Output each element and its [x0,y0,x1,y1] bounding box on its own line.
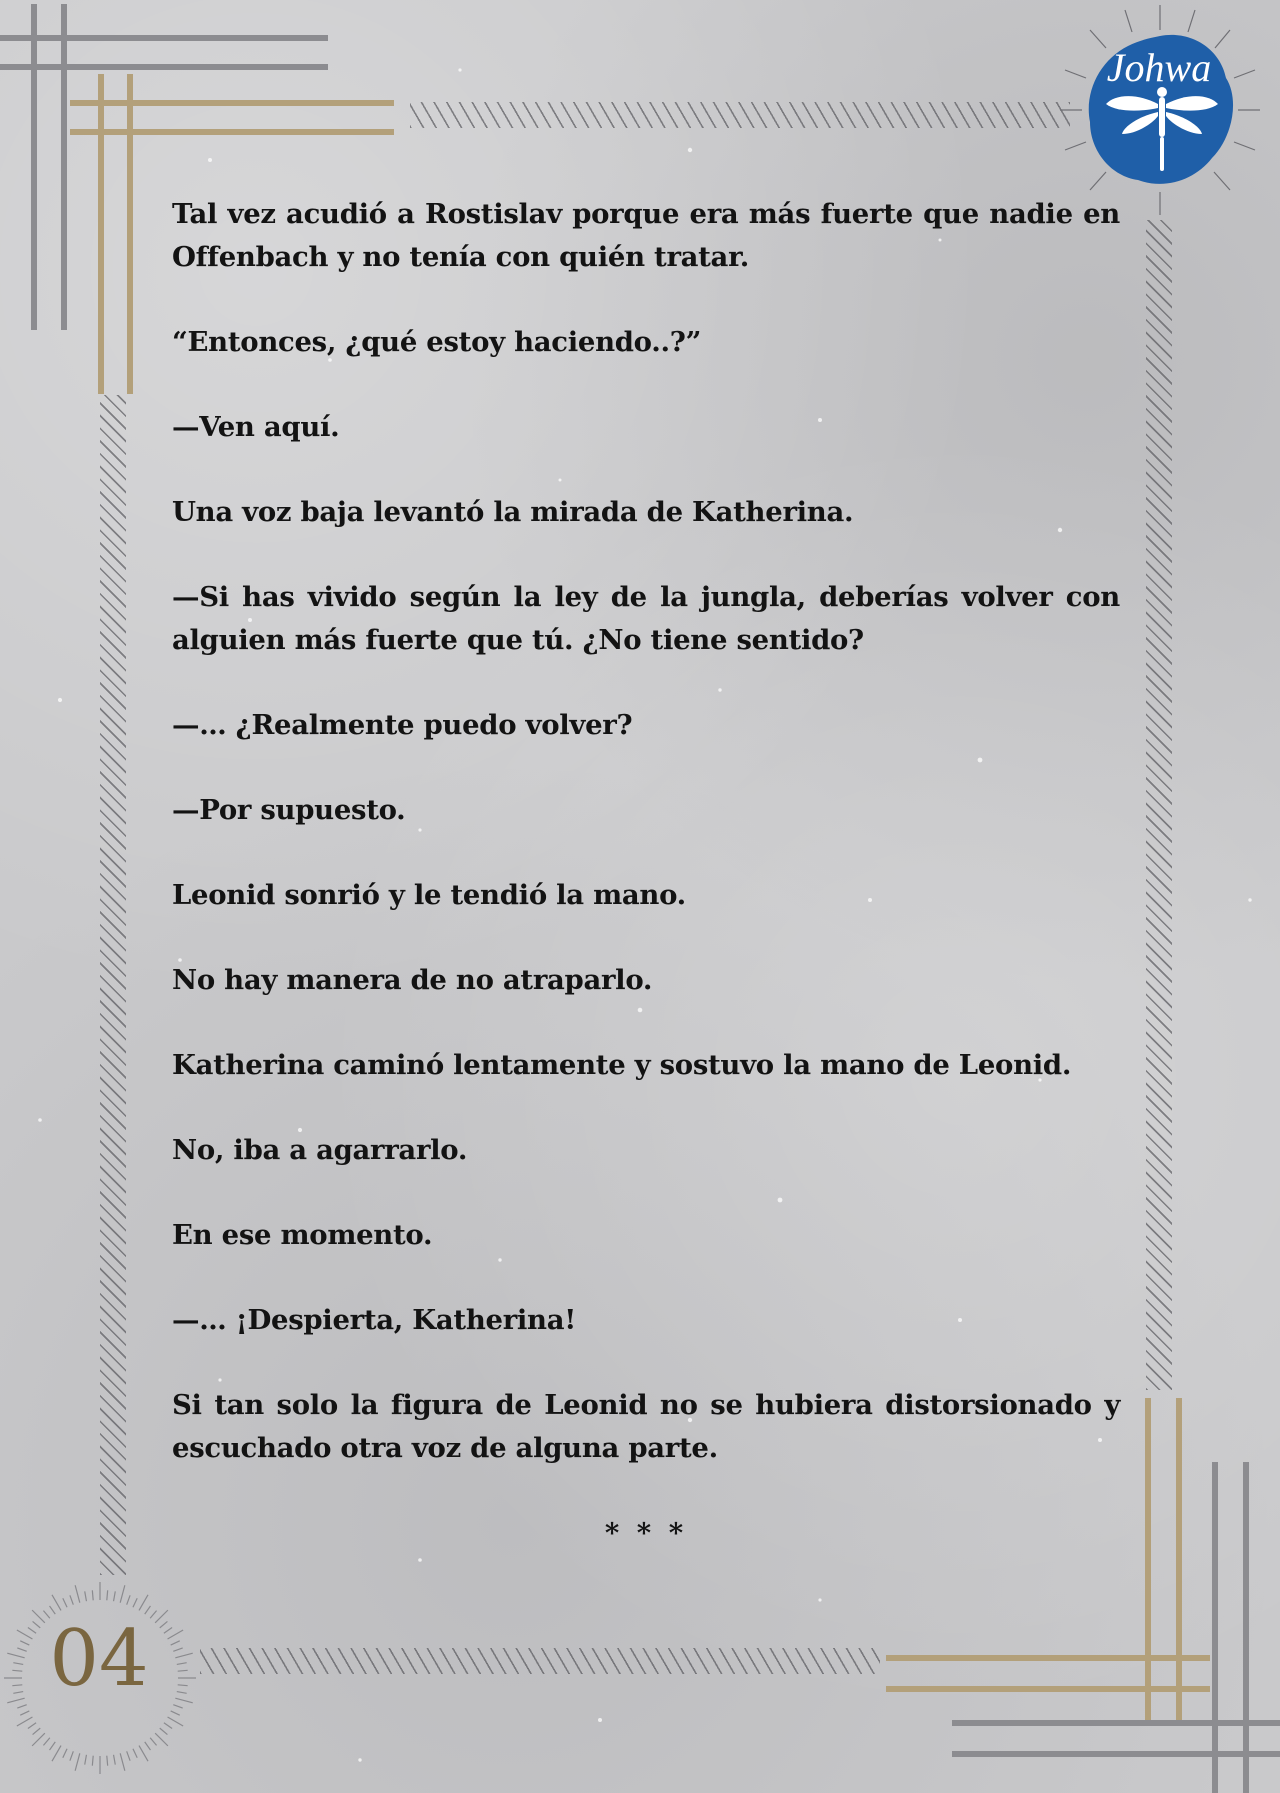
dial-tick [120,1585,125,1602]
dial-tick [173,1648,182,1651]
dial-tick [70,1595,73,1604]
dial-tick [145,1742,151,1750]
dial-tick [13,1663,23,1665]
dial-tick [150,1738,156,1746]
paragraph: No hay manera de no atraparlo. [172,964,653,996]
logo-badge [1050,0,1270,220]
dial-tick [127,1595,130,1604]
paragraph: —… ¡Despierta, Katherina! [172,1304,577,1336]
dial-tick [133,1749,137,1758]
dial-tick [178,1670,188,1671]
dial-tick [173,1705,182,1708]
paragraph: Tal vez acudió a Rostislav porque era más fuerte que nadie en Offenbach y no tenía con quién tratar. [172,198,1120,273]
dial-tick [177,1692,187,1694]
dial-tick [85,1755,87,1765]
dial-tick [139,1595,148,1611]
dial-tick [50,1742,56,1750]
dial-tick [17,1717,33,1726]
dial-tick [139,1746,148,1762]
dial-tick [7,1698,24,1703]
dial-tick [168,1630,184,1639]
paragraph: —… ¿Realmente puedo volver? [172,709,633,741]
dial-tick [13,1692,23,1694]
dial-tick [150,1611,156,1619]
dial-tick [63,1598,67,1607]
dial-tick [175,1653,192,1658]
dial-tick [92,1590,93,1600]
dial-tick [160,1728,168,1734]
dial-tick [32,1733,45,1746]
paragraph: “Entonces, ¿qué estoy haciendo..?” [172,326,702,358]
dial-tick [17,1630,33,1639]
dial-tick [20,1711,29,1715]
paragraph: Una voz baja levantó la mirada de Katherina. [172,496,854,528]
dial-tick [168,1717,184,1726]
dial-tick [177,1663,187,1665]
paragraph: En ese momento. [172,1219,433,1251]
dial-tick [75,1585,80,1602]
page-number: 04 [49,1614,149,1704]
dial-tick [43,1738,49,1746]
dial-tick [164,1723,172,1729]
dial-tick [171,1711,180,1715]
dial-tick [20,1641,29,1645]
dial-tick [114,1591,116,1601]
dial-tick [107,1756,108,1766]
dial-tick [171,1641,180,1645]
dial-tick [178,1685,188,1686]
dial-tick [70,1751,73,1760]
paragraph: Leonid sonrió y le tendió la mano. [172,879,686,911]
dial-tick [33,1728,41,1734]
dial-tick [63,1749,67,1758]
paragraph: —Si has vivido según la ley de la jungla, deberías volver con alguien más fuerte que tú. ¿No tiene sentido? [172,581,1120,656]
paragraph: —Por supuesto. [172,794,406,826]
dial-tick [50,1606,56,1614]
dial-tick [12,1670,22,1671]
dial-tick [133,1598,137,1607]
dial-tick [12,1685,22,1686]
dial-tick [7,1653,24,1658]
dial-tick [85,1591,87,1601]
dial-tick [75,1753,80,1770]
dial-tick [28,1723,36,1729]
dial-tick [107,1590,108,1600]
dial-tick [155,1733,168,1746]
dial-tick [175,1698,192,1703]
dial-tick [120,1753,125,1770]
dial-tick [164,1628,172,1634]
scene-separator: * * * [604,1517,688,1549]
dial-tick [17,1705,26,1708]
paragraph: —Ven aquí. [172,411,340,443]
dial-tick [114,1755,116,1765]
story-text [172,193,1120,1597]
dial-tick [145,1606,151,1614]
paragraph: Si tan solo la figura de Leonid no se hubiera distorsionado y escuchado otra voz de alguna parte. [172,1389,1120,1464]
dial-tick [17,1648,26,1651]
dial-tick [92,1756,93,1766]
dial-tick [52,1746,61,1762]
dial-tick [52,1595,61,1611]
dial-tick [127,1751,130,1760]
logo-text: Johwa [1106,45,1212,90]
paragraph: No, iba a agarrarlo. [172,1134,468,1166]
paragraph: Katherina caminó lentamente y sostuvo la mano de Leonid. [172,1049,1072,1081]
